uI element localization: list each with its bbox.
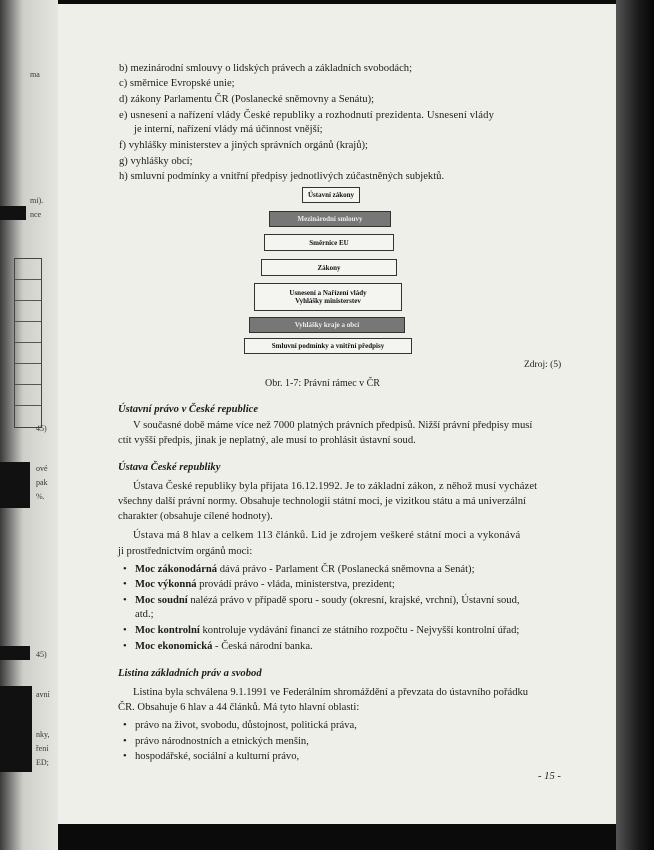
list-item-text: nalézá právo v případě sporu - soudy (okresní, krajské, vrchní), Ústavní soud, <box>187 595 520 606</box>
list-item-term: Moc zákonodárná <box>135 564 218 575</box>
section-heading: Listina základních práv a svobod <box>118 668 262 679</box>
paragraph-line: ctít vyšší předpis, jinak je neplatný, ale musí to prohlásit ústavní soud. <box>118 435 416 446</box>
list-item-text: - Česká národní banka. <box>212 641 313 652</box>
bullet-icon: • <box>123 641 127 652</box>
pyramid-level: Směrnice EU <box>264 234 394 251</box>
margin-table <box>14 258 42 428</box>
margin-fragment: avní <box>36 690 50 699</box>
list-item-term: Moc kontrolní <box>135 625 200 636</box>
bullet-icon: • <box>123 720 127 731</box>
paragraph-line: charakter (obsahuje cílené hodnoty). <box>118 511 273 522</box>
list-item-term: Moc soudní <box>135 595 188 606</box>
left-page-edge <box>0 0 58 850</box>
margin-shadow <box>0 462 30 508</box>
list-item: h) smluvní podmínky a vnitřní předpisy jednotlivých zúčastněných subjektů. <box>119 171 445 182</box>
margin-shadow <box>0 686 32 772</box>
paragraph-line: Listina byla schválena 9.1.1991 ve Federálním shromáždění a převzata do ústavního pořádku <box>133 687 529 698</box>
pyramid-level: Vyhlášky kraje a obcí <box>249 317 405 333</box>
margin-fragment: nce <box>30 210 42 219</box>
list-item-term: Moc výkonná <box>135 579 197 590</box>
list-item <box>135 563 475 577</box>
section-heading: Ústavní právo v České republice <box>118 404 259 415</box>
list-item-continuation: atd.; <box>135 609 154 620</box>
figure-caption: Obr. 1-7: Právní rámec v ČR <box>265 378 380 389</box>
pyramid-level-line: Usnesení a Nařízení vlády <box>289 289 367 297</box>
paragraph-line: ji prostřednictvím orgánů moci: <box>118 546 253 557</box>
bullet-icon: • <box>123 564 127 575</box>
margin-shadow <box>0 206 26 220</box>
list-item <box>135 624 519 638</box>
margin-fragment: mi). <box>30 196 44 205</box>
bullet-icon: • <box>123 625 127 636</box>
list-item <box>135 640 313 654</box>
margin-fragment: ové <box>36 464 48 473</box>
bullet-icon: • <box>123 595 127 606</box>
list-item: d) zákony Parlamentu ČR (Poslanecké sněmovny a Senátu); <box>119 94 375 105</box>
list-item-text: kontroluje vydávání financí ze státního rozpočtu - Nejvyšší kontrolní úřad; <box>199 625 520 636</box>
list-item: e) usnesení a nařízení vlády České republiky a rozhodnutí prezidenta. Usnesení vlády <box>119 110 495 121</box>
paragraph-line: V současné době máme více než 7000 platných právních předpisů. Nižší právní předpisy musí <box>133 420 533 431</box>
right-page-shadow <box>616 0 654 850</box>
margin-fragment: pak <box>36 478 48 487</box>
margin-fragment: ření <box>36 744 49 753</box>
list-item <box>135 578 395 592</box>
margin-fragment: 45) <box>36 424 47 433</box>
margin-shadow <box>0 646 30 660</box>
bullet-icon: • <box>123 751 127 762</box>
pyramid-level: Zákony <box>261 259 397 276</box>
paragraph-line: všechny další právní normy. Obsahuje technologii státní moci, je vizitkou státu a má univerzální <box>118 496 526 507</box>
list-item-text: provádí právo - vláda, ministerstva, prezident; <box>196 579 395 590</box>
paragraph-line: ČR. Obsahuje 6 hlav a 44 článků. Má tyto hlavní oblasti: <box>118 702 360 713</box>
margin-fragment: %. <box>36 492 45 501</box>
list-item: g) vyhlášky obcí; <box>119 156 193 167</box>
margin-fragment: nky, <box>36 730 50 739</box>
pyramid-level <box>254 283 402 311</box>
page-number: - 15 - <box>538 771 561 782</box>
list-item: b) mezinárodní smlouvy o lidských právech a základních svobodách; <box>119 63 413 74</box>
paragraph-line: Ústava České republiky byla přijata 16.12.1992. Je to základní zákon, z něhož musí vycházet <box>133 481 538 492</box>
pyramid-level: Mezinárodní smlouvy <box>269 211 391 227</box>
margin-fragment: ED; <box>36 758 49 767</box>
list-item: c) směrnice Evropské unie; <box>119 78 235 89</box>
bullet-icon: • <box>123 736 127 747</box>
bullet-icon: • <box>123 579 127 590</box>
pyramid-level: Smluvní podmínky a vnitřní předpisy <box>244 338 412 354</box>
paragraph-line: Ústava má 8 hlav a celkem 113 článků. Lid je zdrojem veškeré státní moci a vykonává <box>133 530 521 541</box>
list-item-term: Moc ekonomická <box>135 641 213 652</box>
list-item: právo národnostních a etnických menšin, <box>135 736 309 747</box>
figure-source: Zdroj: (5) <box>524 360 562 370</box>
pyramid-level-line: Vyhlášky ministerstev <box>295 297 361 305</box>
list-item-continuation: je interní, nařízení vlády má účinnost vnější; <box>134 124 323 135</box>
list-item: hospodářské, sociální a kulturní právo, <box>135 751 300 762</box>
pyramid-level: Ústavní zákony <box>302 187 360 203</box>
margin-fragment: 45) <box>36 650 47 659</box>
section-heading: Ústava České republiky <box>118 462 221 473</box>
margin-fragment: ma <box>30 70 40 79</box>
list-item: právo na život, svobodu, důstojnost, politická práva, <box>135 720 357 731</box>
list-item: f) vyhlášky ministerstev a jiných správních orgánů (krajů); <box>119 140 368 151</box>
list-item <box>135 594 520 608</box>
list-item-text: dává právo - Parlament ČR (Poslanecká sněmovna a Senát); <box>217 564 475 575</box>
